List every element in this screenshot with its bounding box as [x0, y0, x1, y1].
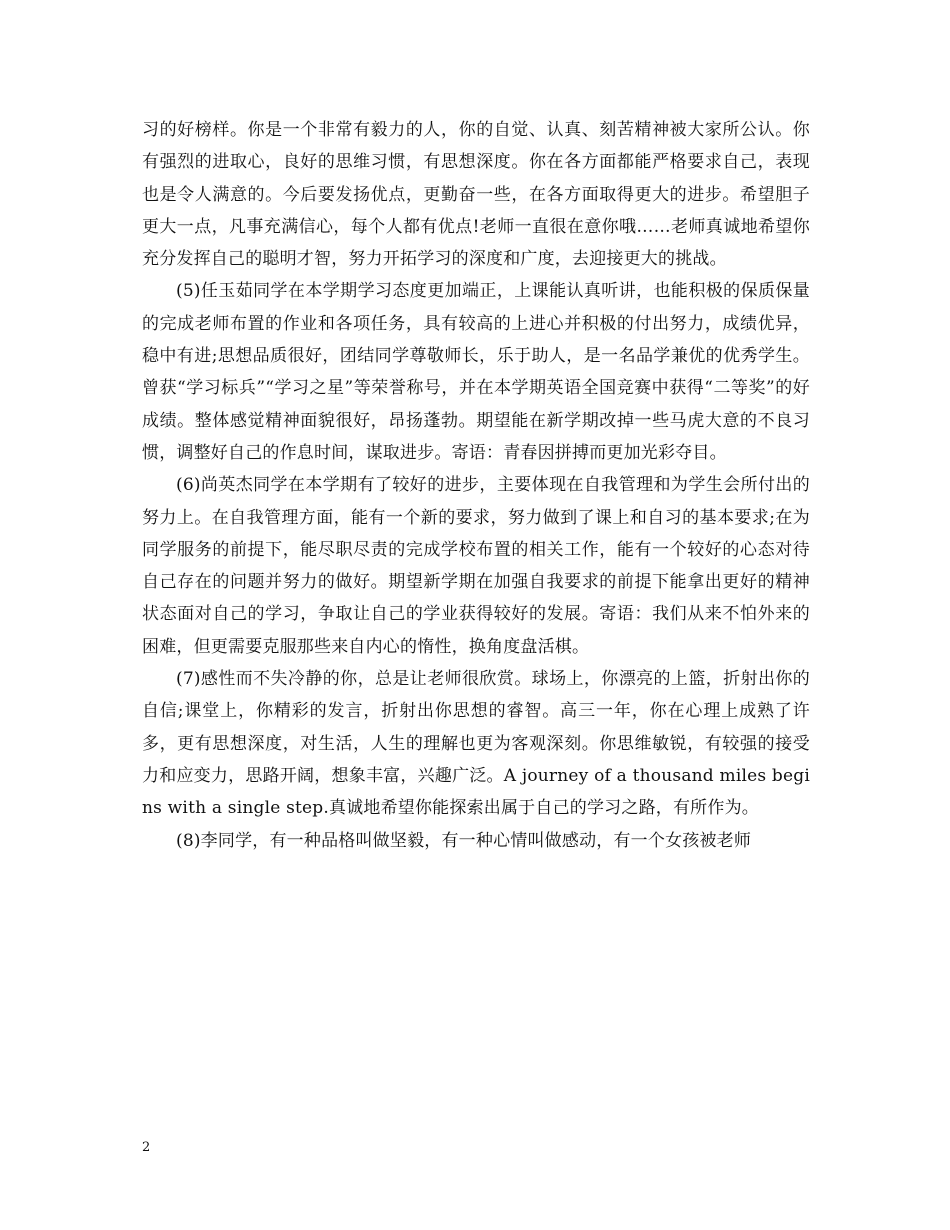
paragraph-continuation: 习的好榜样。你是一个非常有毅力的人，你的自觉、认真、刻苦精神被大家所公认。你有强烈的进取心，良好的思维习惯，有思想深度。你在各方面都能严格要求自己，表现也是令人满意的。今后要发扬优点，更勤奋一些，在各方面取得更大的进步。希望胆子更大一点，凡事充满信心，每个人都有优点!老师一直很在意你哦……老师真诚地希望你充分发挥自己的聪明才智，努力开拓学习的深度和广度，去迎接更大的挑战。 [142, 120, 810, 270]
page-number: 2 [142, 1140, 151, 1155]
paragraph-comment-8: (8)李同学，有一种品格叫做坚毅，有一种心情叫做感动，有一个女孩被老师 [176, 830, 752, 851]
body-text [142, 114, 810, 857]
paragraph-comment-5: (5)任玉茹同学在本学期学习态度更加端正，上课能认真听讲，也能积极的保质保量的完成老师布置的作业和各项任务，具有较高的上进心并积极的付出努力，成绩优异，稳中有进;思想品质很好，团结同学尊敬师长，乐于助人，是一名品学兼优的优秀学生。曾获“学习标兵”“学习之星”等荣誉称号，并在本学期英语全国竞赛中获得“二等奖”的好成绩。整体感觉精神面貌很好，昂扬蓬勃。期望能在新学期改掉一些马虎大意的不良习惯，调整好自己的作息时间，谋取进步。寄语：青春因拼搏而更加光彩夺目。 [142, 281, 810, 463]
paragraph-comment-7: (7)感性而不失冷静的你，总是让老师很欣赏。球场上，你漂亮的上篮，折射出你的自信;课堂上，你精彩的发言，折射出你思想的睿智。高三一年，你在心理上成熟了许多，更有思想深度，对生活，人生的理解也更为客观深刻。你思维敏锐，有较强的接受力和应变力，思路开阔，想象丰富，兴趣广泛。A journey of a thousand miles begins with a single step.真诚地希望你能探索出属于自己的学习之路，有所作为。 [142, 669, 810, 819]
paragraph-comment-6: (6)尚英杰同学在本学期有了较好的进步，主要体现在自我管理和为学生会所付出的努力上。在自我管理方面，能有一个新的要求，努力做到了课上和自习的基本要求;在为同学服务的前提下，能尽职尽责的完成学校布置的相关工作，能有一个较好的心态对待自己存在的问题并努力的做好。期望新学期在加强自我要求的前提下能拿出更好的精神状态面对自己的学习，争取让自己的学业获得较好的发展。寄语：我们从来不怕外来的困难，但更需要克服那些来自内心的惰性，换角度盘活棋。 [142, 475, 810, 657]
